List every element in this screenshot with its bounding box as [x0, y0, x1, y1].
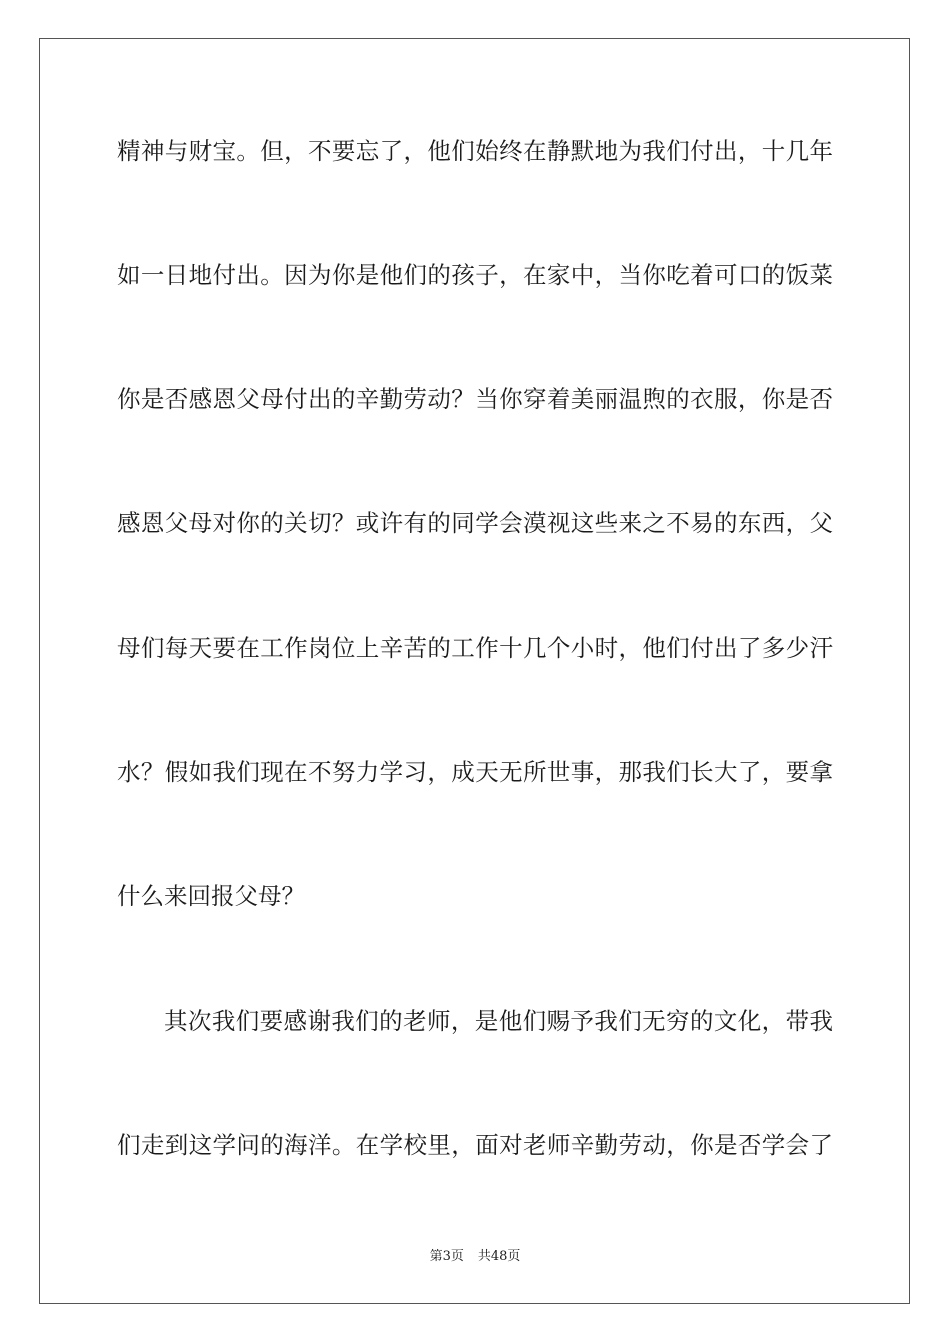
page-number: 第3页: [429, 1249, 464, 1264]
text-line: 什么来回报父母？: [117, 882, 305, 910]
paragraph-first-line: 其次我们要感谢我们的老师，是他们赐予我们无穷的文化，带我: [164, 1007, 833, 1035]
text-line: 水？假如我们现在不努力学习，成天无所世事，那我们长大了，要拿: [117, 758, 833, 786]
page-footer: [0, 1247, 950, 1267]
text-line: 感恩父母对你的关切？或许有的同学会漠视这些来之不易的东西，父: [117, 509, 833, 537]
page-total: 共48页: [477, 1249, 521, 1264]
text-line: 精神与财宝。但，不要忘了，他们始终在静默地为我们付出，十几年: [117, 137, 833, 165]
page-border: [39, 38, 910, 1304]
text-line: 如一日地付出。因为你是他们的孩子，在家中，当你吃着可口的饭菜: [117, 261, 833, 289]
text-line: 们走到这学问的海洋。在学校里，面对老师辛勤劳动，你是否学会了: [117, 1131, 833, 1159]
text-line: 你是否感恩父母付出的辛勤劳动？当你穿着美丽温煦的衣服，你是否: [117, 385, 833, 413]
text-line: 母们每天要在工作岗位上辛苦的工作十几个小时，他们付出了多少汗: [117, 634, 833, 662]
